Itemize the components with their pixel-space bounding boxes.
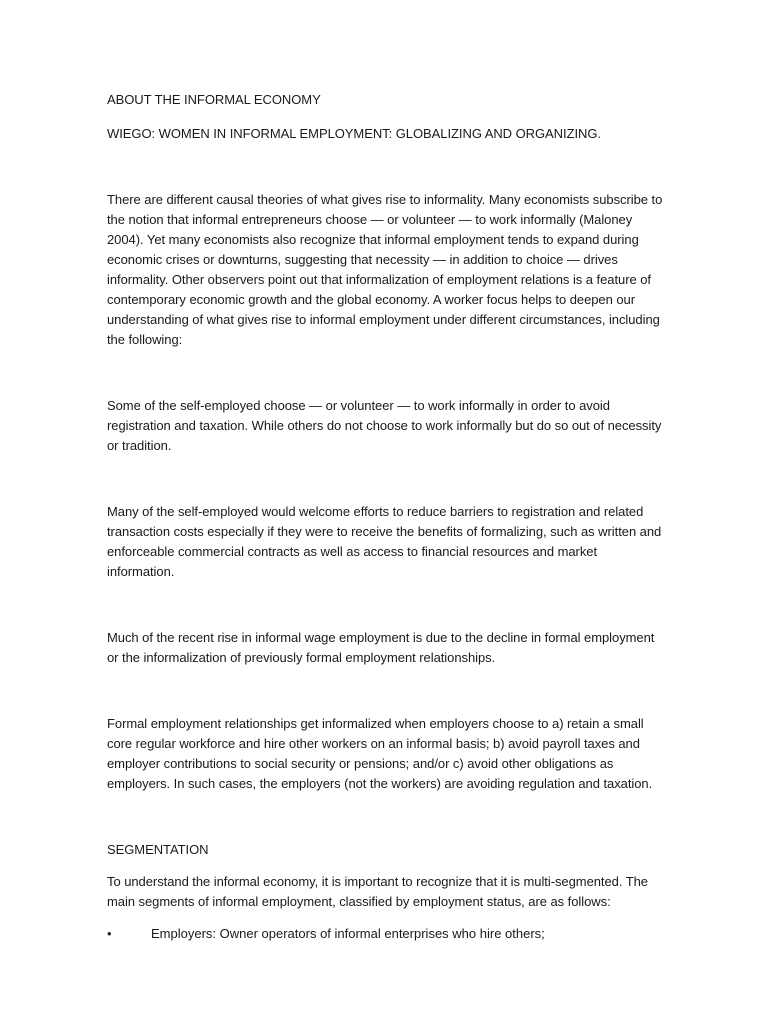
document-subheading: WIEGO: WOMEN IN INFORMAL EMPLOYMENT: GLOBALIZING AND ORGANIZING.: [107, 126, 601, 141]
bullet-icon: •: [107, 926, 112, 941]
bullet-item-employers: [107, 924, 665, 944]
paragraph-causal-theories: There are different causal theories of what gives rise to informality. Many economists subscribe to the notion that informal entrepreneurs choose — or volunteer — to work informally (Maloney 2004). Yet many economists also recognize that informal employment tends to expand during economic crises or downturns, suggesting that necessity — in addition to choice — drives informality. Other observers point out that informalization of employment relations is a feature of contemporary economic growth and the global economy. A worker focus helps to deepen our understanding of what gives rise to informal employment under different circumstances, including the following:: [107, 192, 663, 347]
paragraph-segmentation: To understand the informal economy, it is important to recognize that it is multi-segmented. The main segments of informal employment, classified by employment status, are as follows:: [107, 874, 648, 909]
section-heading-segmentation: SEGMENTATION: [107, 842, 209, 857]
paragraph-informal-wage-employment: Much of the recent rise in informal wage employment is due to the decline in formal employment or the informalization of previously formal employment relationships.: [107, 630, 655, 665]
bullet-item-text: Employers: Owner operators of informal enterprises who hire others;: [151, 926, 545, 941]
document-content: [107, 90, 665, 944]
paragraph-barriers-registration: Many of the self-employed would welcome efforts to reduce barriers to registration and related transaction costs especially if they were to receive the benefits of formalizing, such as written and enforceable commercial contracts as well as access to financial resources and market information.: [107, 504, 662, 579]
paragraph-informalized-relationships: Formal employment relationships get informalized when employers choose to a) retain a small core regular workforce and hire other workers on an informal basis; b) avoid payroll taxes and employer contributions to social security or pensions; and/or c) avoid other obligations as employers. In such cases, the employers (not the workers) are avoiding regulation and taxation.: [107, 716, 653, 791]
paragraph-self-employed-choice: Some of the self-employed choose — or volunteer — to work informally in order to avoid registration and taxation. While others do not choose to work informally but do so out of necessity or tradition.: [107, 398, 662, 453]
document-heading: ABOUT THE INFORMAL ECONOMY: [107, 92, 321, 107]
